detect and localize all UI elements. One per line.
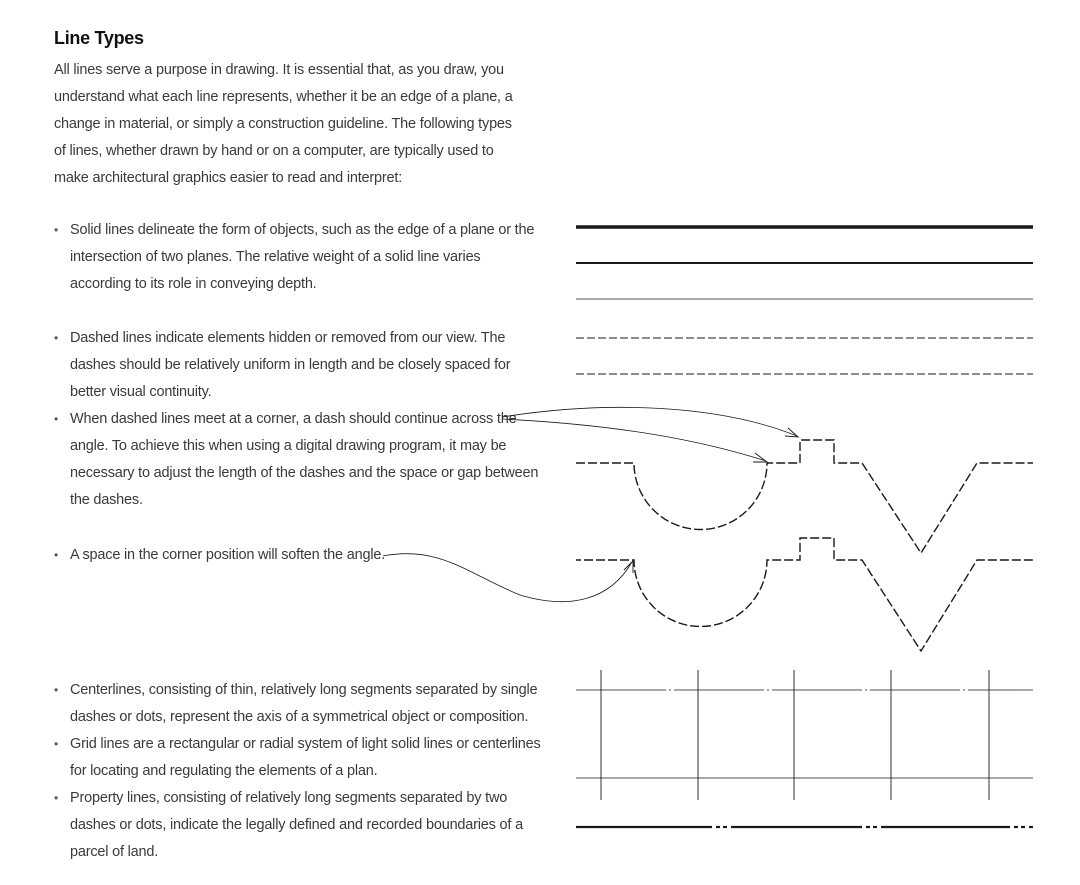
- arrowhead-middle: [753, 453, 767, 462]
- bullet-grid-lines: [54, 731, 544, 785]
- bullet-text: Dashed lines indicate elements hidden or removed from our view. The dashes should be relatively uniform in length and be closely spaced for better visual continuity.: [70, 330, 511, 400]
- bullet-centerlines: [54, 677, 544, 731]
- bullet-text: A space in the corner position will soften the angle.: [70, 547, 386, 563]
- bullet-dashed-corners: [54, 406, 544, 514]
- arrowhead-top: [785, 428, 798, 437]
- intro-paragraph: All lines serve a purpose in drawing. It is essential that, as you draw, you understand what each line represents, whether it be an edge of a plane, a change in material, or simply a construction guideline. The following types of lines, whether drawn by hand or on a computer, are typically used to make architectural graphics easier to read and interpret:: [54, 62, 513, 186]
- bullet-dashed-lines: [54, 325, 544, 406]
- bullet-marker: •: [54, 331, 59, 345]
- bullet-text: Centerlines, consisting of thin, relatively long segments separated by single dashes or dots, represent the axis of a symmetrical object or composition.: [70, 682, 538, 725]
- dashed-profile-continuous-corners: [576, 440, 1033, 553]
- bullet-text: Grid lines are a rectangular or radial system of light solid lines or centerlines for locating and regulating the elements of a plan.: [70, 736, 541, 779]
- bullet-text: When dashed lines meet at a corner, a dash should continue across the angle. To achieve this when using a digital drawing program, it may be necessary to adjust the length of the dashes and the space or gap between the dashes.: [70, 411, 539, 508]
- leader-arrow-top: [502, 407, 797, 436]
- bullet-marker: •: [54, 223, 59, 237]
- page-title: Line Types: [54, 28, 144, 48]
- bullet-property-lines: [54, 785, 544, 866]
- bullet-marker: •: [54, 548, 59, 562]
- bullet-corner-space: [54, 542, 544, 569]
- bullet-text: Solid lines delineate the form of objects, such as the edge of a plane or the intersection of two planes. The relative weight of a solid line varies according to its role in conveying depth.: [70, 222, 535, 292]
- dashed-profile-open-corners: [576, 538, 1033, 651]
- bullet-text: Property lines, consisting of relatively long segments separated by two dashes or dots, indicate the legally defined and recorded boundaries of a parcel of land.: [70, 790, 523, 860]
- bullet-marker: •: [54, 412, 59, 426]
- bullet-marker: •: [54, 683, 59, 697]
- arrowhead-bottom: [624, 561, 633, 573]
- bullet-marker: •: [54, 791, 59, 805]
- bullet-solid-lines: [54, 217, 544, 298]
- bullet-marker: •: [54, 737, 59, 751]
